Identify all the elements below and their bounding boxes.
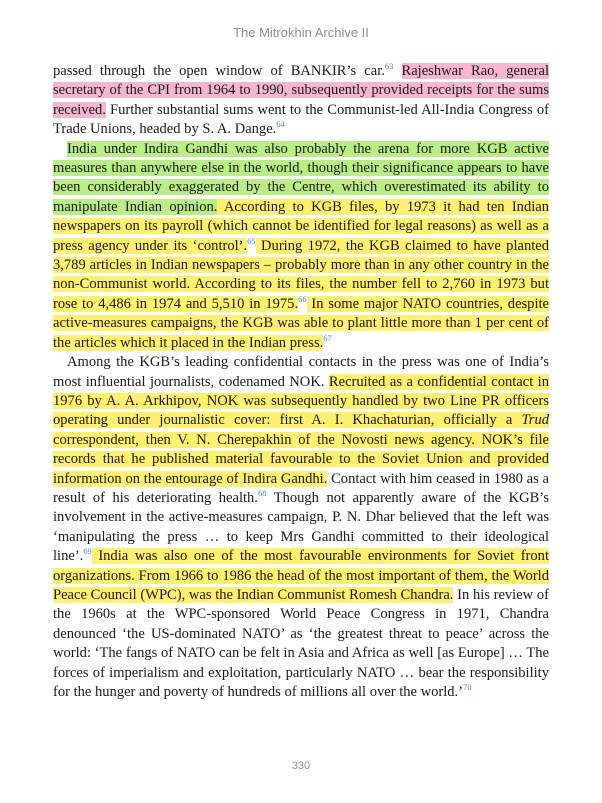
text-run: Further substantial sums went to the Communist-led All-India Congress of Trade Unions, headed by S. A. Dange. — [53, 101, 549, 138]
footnote-link-69[interactable]: 69 — [83, 546, 92, 557]
text-run: In his review of the 1960s at the WPC-sponsored World Peace Congress in 1971, Chandra denounced ‘the US-dominated NATO’ as ‘the greatest threat to peace’ across the world: ‘The fangs of NATO can be felt in Asia and Africa as well [as Europe] … The forces of imperialism and exploitation, particularly NATO … bear the responsibility for the hunger and poverty of hundreds of millions all over the world.’ — [53, 586, 549, 700]
italic-title-trud: Trud — [521, 412, 549, 429]
text-run: Among the KGB’s leading confidential contacts in the press was one of India’s most influential journalists, codenamed NOK. — [53, 354, 549, 390]
highlight-pink[interactable]: Rajeshwar Rao, general secretary of the CPI from 1964 to 1990, subsequently provided receipts for the sums received. — [53, 63, 550, 118]
footnote-link-67[interactable]: 67 — [323, 332, 332, 343]
highlight-yellow[interactable]: During 1972, the KGB claimed to have planted 3,789 articles in Indian newspapers – probably more than in any other country in the non-Communist world. According to its files, the number fell to 2,760 in 1973 but rose to 4,486 in 1974 and 5,510 in 1975. — [53, 237, 550, 312]
highlight-yellow[interactable]: India was also one of the most favourable environments for Soviet front organizations. From 1966 to 1986 the head of the most important of them, the World Peace Council (WPC), was the Indian Communist Romesh Chandra. — [53, 548, 549, 603]
highlight-green[interactable]: India under Indira Gandhi was also probably the arena for more KGB active measures than anywhere else in the world, though their significance appears to have been considerably exaggerated by the Centre, which overestimated its ability to manipulate Indian opinion. — [53, 140, 549, 215]
text-run: Contact with him ceased in 1980 as a result of his deteriorating health. — [53, 470, 549, 506]
page-text — [53, 62, 549, 702]
footnote-link-63[interactable]: 63 — [384, 61, 394, 72]
page-number: 330 — [291, 760, 311, 772]
footnote-link-65[interactable]: 65 — [247, 235, 256, 246]
highlight-yellow[interactable]: In some major NATO countries, despite active-measures campaigns, the KGB was able to plant little more than 1 per cent of the articles which it placed in the Indian press. — [53, 295, 549, 351]
book-title: The Mitrokhin Archive II — [233, 25, 369, 40]
paragraph-2 — [53, 140, 549, 353]
text-run: Recruited as a confidential contact in 1976 by A. A. Arkhipov, NOK was subsequently handled by two Line PR officers operating under journalistic cover: first A. I. Khachaturian, officially a — [53, 373, 550, 429]
text-run: Though not apparently aware of the KGB’s involvement in the active-measures campaign, P. N. Dhar believed that the left was ‘manipulating the press … to keep Mrs Gandhi committed to their ideological line’. — [53, 489, 549, 565]
paragraph-1 — [53, 62, 549, 140]
paragraph-3 — [53, 353, 549, 702]
footnote-link-68[interactable]: 68 — [257, 488, 267, 499]
footnote-link-64[interactable]: 64 — [276, 119, 285, 130]
footnote-link-70[interactable]: 70 — [463, 682, 472, 693]
highlight-yellow[interactable]: According to KGB files, by 1973 it had ten Indian newspapers on its payroll (which cannot be identified for legal reasons) as well as a press agency under its ‘control’. — [53, 198, 549, 254]
text-run: correspondent, then V. N. Cherepakhin of the Novosti news agency. NOK’s file records that he published material favourable to the Soviet Union and provided information on the entourage of Indira Gandhi. — [53, 431, 549, 487]
text-run: passed through the open window of BANKIR’s car. — [53, 63, 385, 79]
footnote-link-66[interactable]: 66 — [298, 294, 307, 305]
